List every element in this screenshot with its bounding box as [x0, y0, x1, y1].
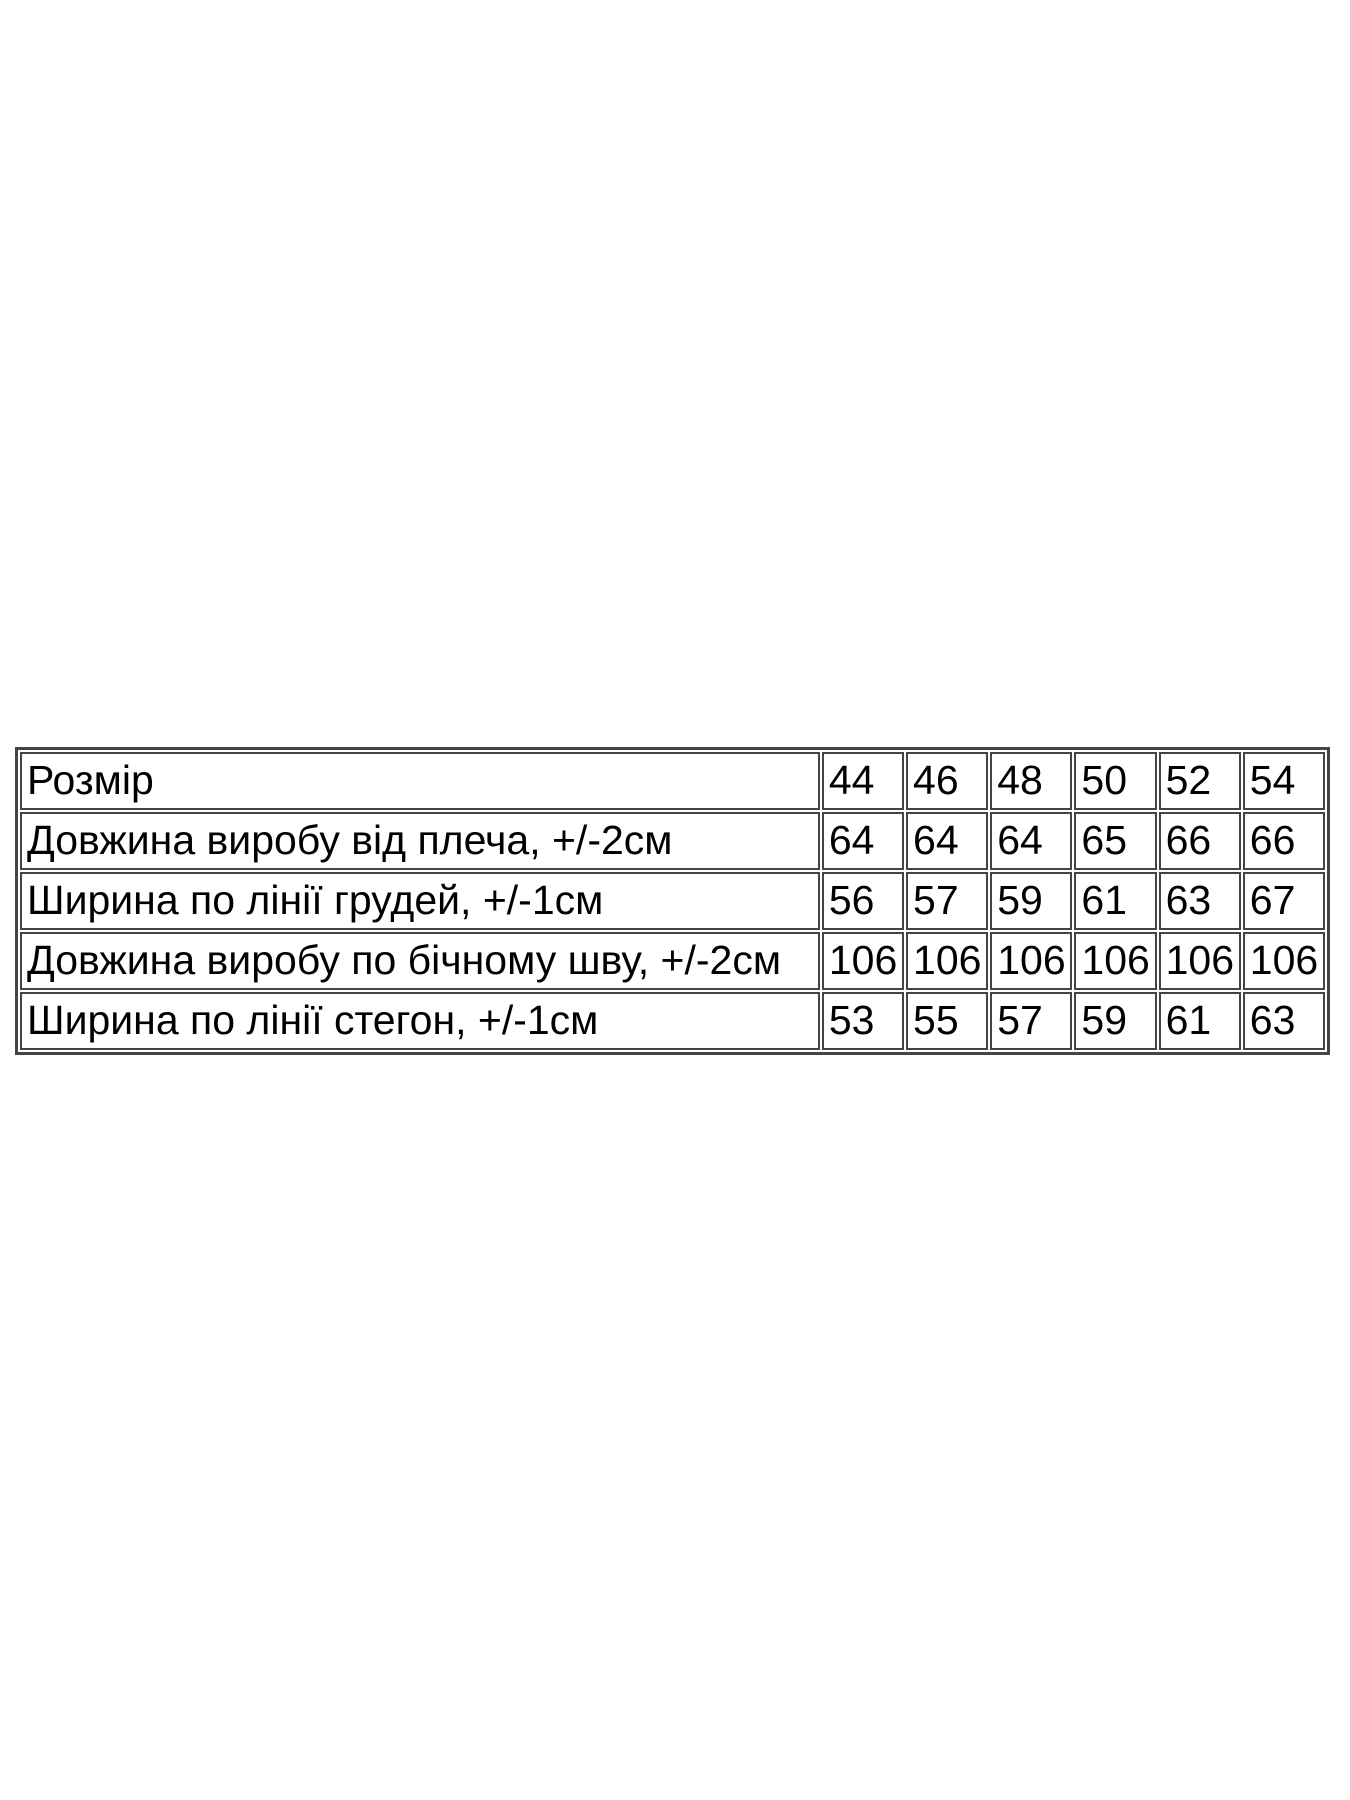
value-cell: 106: [1243, 932, 1325, 990]
row-label-cell: Розмір: [20, 752, 820, 810]
value-cell: 106: [990, 932, 1072, 990]
row-label-cell: Ширина по лінії грудей, +/-1см: [20, 872, 820, 930]
value-cell: 55: [906, 992, 988, 1050]
table-row-side-seam-length: [20, 932, 1325, 990]
table-row-chest-width: [20, 872, 1325, 930]
value-cell: 59: [990, 872, 1072, 930]
value-cell: 106: [1159, 932, 1241, 990]
value-cell: 66: [1159, 812, 1241, 870]
value-cell: 63: [1243, 992, 1325, 1050]
value-cell: 64: [990, 812, 1072, 870]
value-cell: 106: [906, 932, 988, 990]
row-label-cell: Довжина виробу від плеча, +/-2см: [20, 812, 820, 870]
value-cell: 67: [1243, 872, 1325, 930]
table-row-hip-width: [20, 992, 1325, 1050]
value-cell: 61: [1159, 992, 1241, 1050]
value-cell: 57: [990, 992, 1072, 1050]
value-cell: 61: [1074, 872, 1156, 930]
value-cell: 52: [1159, 752, 1241, 810]
size-chart-table: [15, 747, 1330, 1055]
table-row-size: [20, 752, 1325, 810]
value-cell: 63: [1159, 872, 1241, 930]
value-cell: 66: [1243, 812, 1325, 870]
value-cell: 44: [822, 752, 904, 810]
value-cell: 57: [906, 872, 988, 930]
value-cell: 59: [1074, 992, 1156, 1050]
table-row-length-from-shoulder: [20, 812, 1325, 870]
row-label-cell: Довжина виробу по бічному шву, +/-2см: [20, 932, 820, 990]
value-cell: 54: [1243, 752, 1325, 810]
value-cell: 106: [822, 932, 904, 990]
row-label-cell: Ширина по лінії стегон, +/-1см: [20, 992, 820, 1050]
value-cell: 64: [822, 812, 904, 870]
value-cell: 50: [1074, 752, 1156, 810]
value-cell: 64: [906, 812, 988, 870]
value-cell: 56: [822, 872, 904, 930]
value-cell: 65: [1074, 812, 1156, 870]
value-cell: 106: [1074, 932, 1156, 990]
value-cell: 53: [822, 992, 904, 1050]
value-cell: 46: [906, 752, 988, 810]
value-cell: 48: [990, 752, 1072, 810]
